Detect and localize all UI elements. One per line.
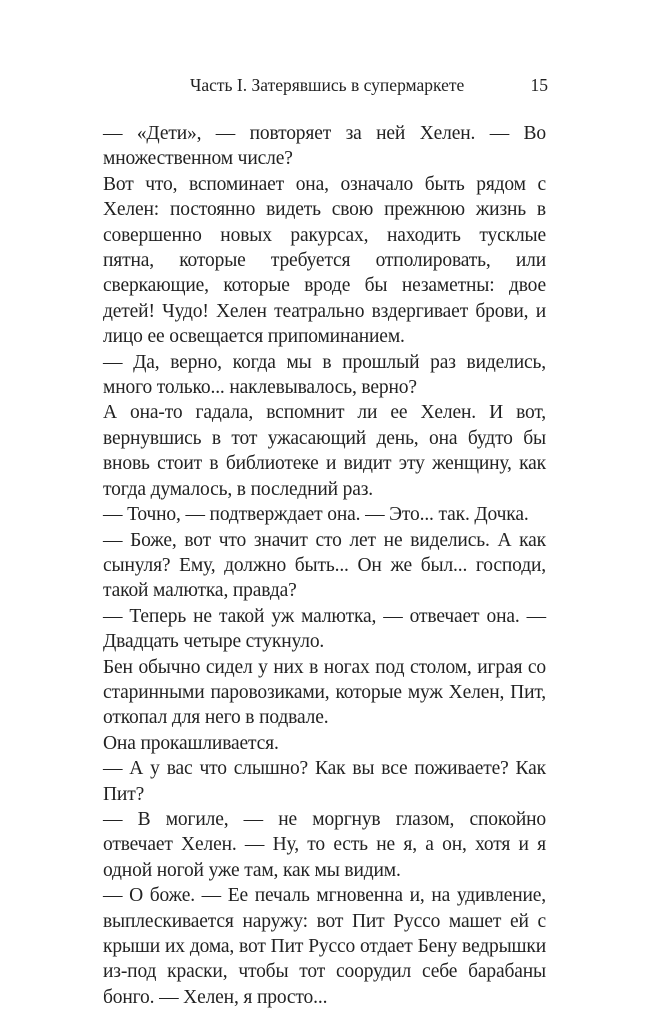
paragraph: — Да, верно, когда мы в прошлый раз виделись, много только... наклевывалось, верно?	[103, 351, 546, 399]
paragraph: — «Дети», — повторяет за ней Хелен. — Во множественном числе?	[103, 123, 546, 170]
paragraph: — О боже. — Ее печаль мгновенна и, на удивление, выплескивается наружу: вот Пит Руссо машет ей с крыши их дома, вот Пит Руссо отдает Бену ведрышки из-под краски, чтобы тот соорудил себе барабаны бонго. — Хелен, я просто...	[103, 885, 546, 1008]
paragraph: Она прокашливается.	[103, 732, 279, 754]
paragraph: Бен обычно сидел у них в ногах под столом, играя со старинными паровозиками, которые муж Хелен, Пит, откопал для него в подвале.	[103, 656, 546, 729]
running-title: Часть I. Затерявшись в супермаркете	[190, 75, 465, 95]
paragraph: — Боже, вот что значит сто лет не виделись. А как сынуля? Ему, должно быть... Он же был... господи, такой малютка, правда?	[103, 529, 546, 602]
paragraph: — Теперь не такой уж малютка, — отвечает она. — Двадцать четыре стукнуло.	[103, 605, 546, 653]
paragraph: — Точно, — подтверждает она. — Это... так. Дочка.	[103, 504, 529, 526]
page-number: 15	[530, 75, 548, 95]
paragraph: Вот что, вспоминает она, означало быть рядом с Хелен: постоянно видеть свою прежнюю жизнь в совершенно новых ракурсах, находить тусклые пятна, которые требуется отполировать, или сверкающие, которые вроде бы незаметны: двое детей! Чудо! Хелен театрально вздергивает брови, и лицо ее освещается припоминанием.	[103, 173, 546, 348]
paragraph: А она-то гадала, вспомнит ли ее Хелен. И вот, вернувшись в тот ужасающий день, она будто бы вновь стоит в библиотеке и видит эту женщину, как тогда думалось, в последний раз.	[103, 402, 546, 500]
paragraph: — В могиле, — не моргнув глазом, спокойно отвечает Хелен. — Ну, то есть не я, а он, хотя и я одной ногой уже там, как мы видим.	[103, 808, 546, 881]
page-header	[190, 72, 548, 98]
body-text	[103, 121, 546, 1010]
paragraph: — А у вас что слышно? Как вы все поживаете? Как Пит?	[103, 758, 546, 805]
